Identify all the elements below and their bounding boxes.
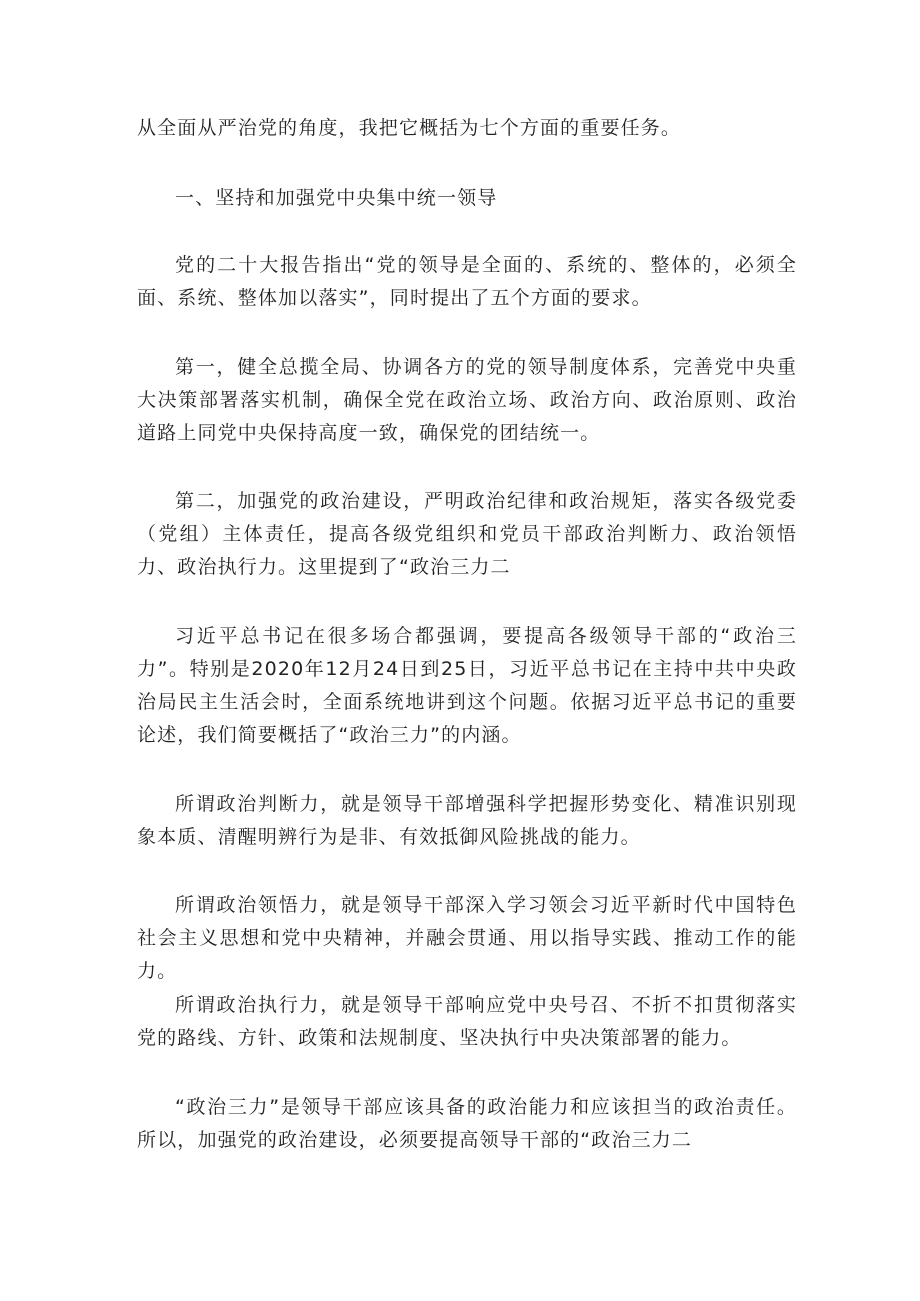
paragraph-second: 第二，加强党的政治建设，严明政治纪律和政治规矩，落实各级党委（党组）主体责任，提高各级党组织和党员干部政治判断力、政治领悟力、政治执行力。这里提到了“政治三力二 [137, 490, 797, 578]
section-heading: 一、坚持和加强党中央集中统一领导 [175, 187, 498, 209]
paragraph-comprehension: 所谓政治领悟力，就是领导干部深入学习领会习近平新时代中国特色社会主义思想和党中央精神，并融会贯通、用以指导实践、推动工作的能力。 [137, 894, 797, 982]
paragraph-conclusion: “政治三力”是领导干部应该具备的政治能力和应该担当的政治责任。所以，加强党的政治建设，必须要提高领导干部的“政治三力二 [137, 1096, 797, 1151]
paragraph-report: 党的二十大报告指出“党的领导是全面的、系统的、整体的，必须全面、系统、整体加以落实”，同时提出了五个方面的要求。 [137, 254, 797, 309]
paragraph-three-abilities: 习近平总书记在很多场合都强调，要提高各级领导干部的“政治三力”。特别是2020年12月24日到25日，习近平总书记在主持中共中央政治局民主生活会时，全面系统地讲到这个问题。依据习近平总书记的重要论述，我们简要概括了“政治三力”的内涵。 [137, 625, 797, 746]
paragraph-first: 第一，健全总揽全局、协调各方的党的领导制度体系，完善党中央重大决策部署落实机制，确保全党在政治立场、政治方向、政治原则、政治道路上同党中央保持高度一致，确保党的团结统一。 [137, 356, 797, 444]
paragraph-intro: 从全面从严治党的角度，我把它概括为七个方面的重要任务。 [137, 117, 682, 139]
paragraph-execution: 所谓政治执行力，就是领导干部响应党中央号召、不折不扣贯彻落实党的路线、方针、政策和法规制度、坚决执行中央决策部署的能力。 [137, 994, 797, 1049]
paragraph-judgment: 所谓政治判断力，就是领导干部增强科学把握形势变化、精准识别现象本质、清醒明辨行为是非、有效抵御风险挑战的能力。 [137, 793, 797, 848]
